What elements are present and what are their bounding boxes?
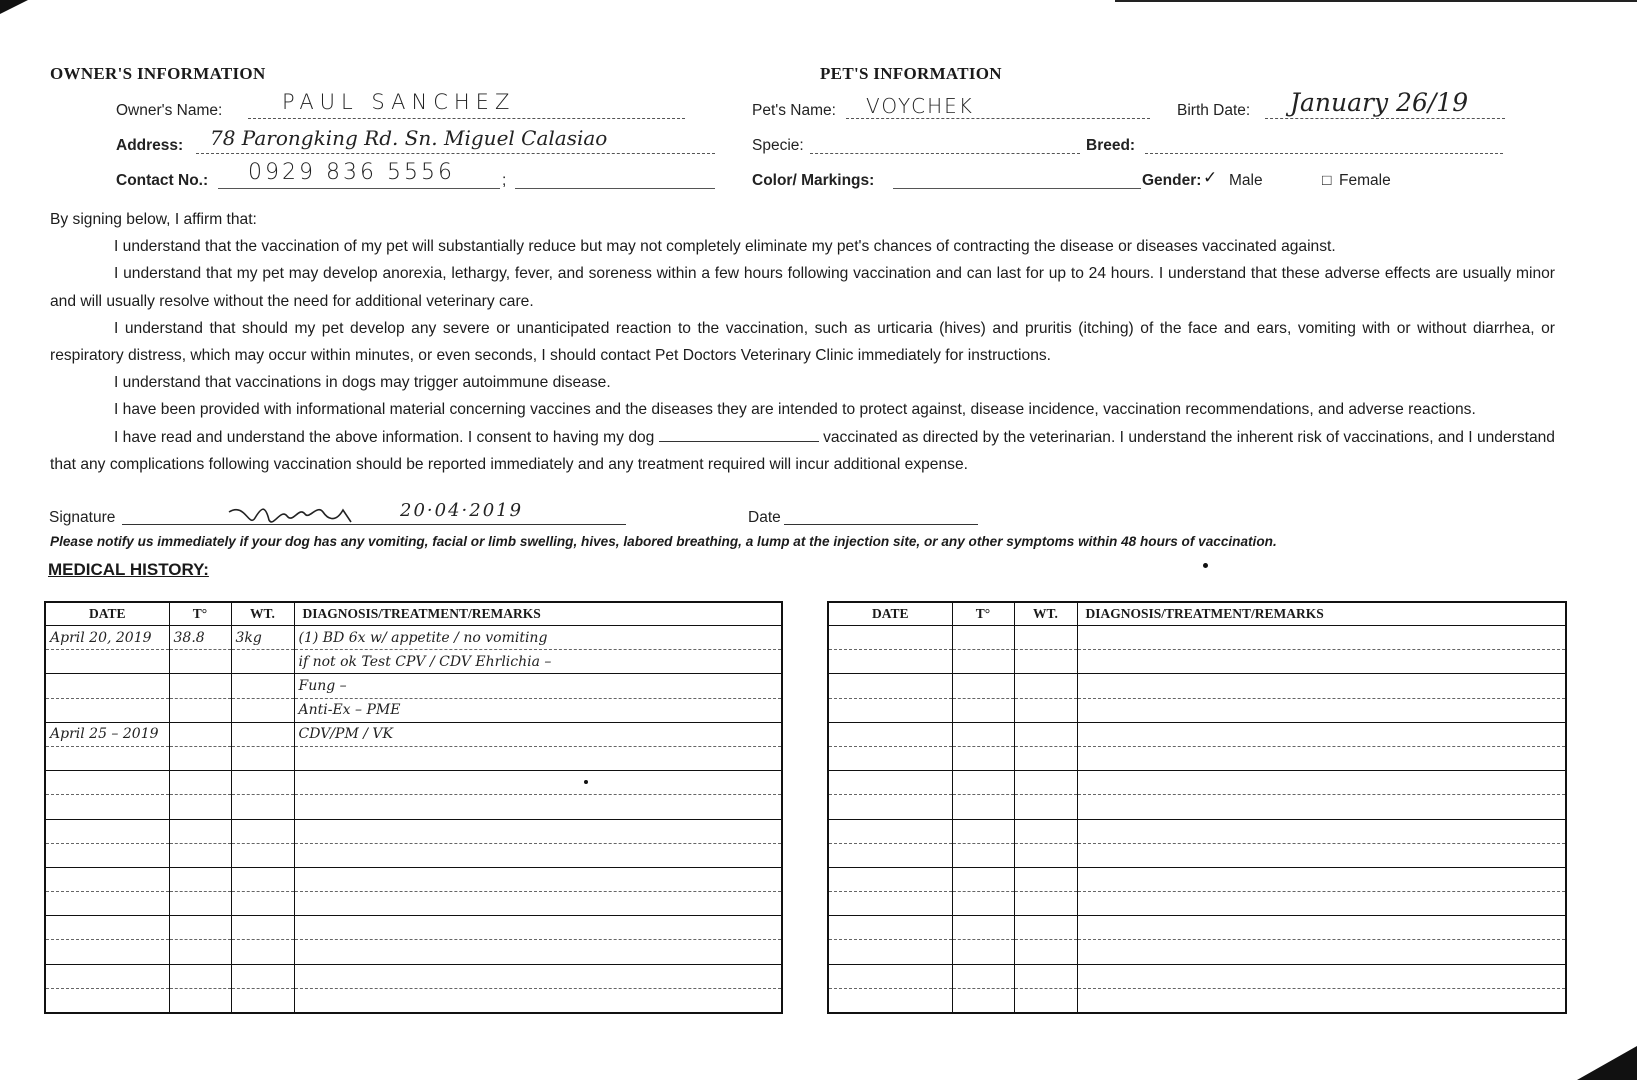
female-checkbox[interactable]: □ — [1322, 172, 1332, 189]
cell-weight[interactable] — [231, 771, 294, 795]
table-row — [828, 795, 1566, 819]
consent-clause-part: I have read and understand the above information. I consent to having my dog — [114, 428, 655, 446]
cell-date[interactable] — [828, 916, 952, 940]
consent-clause: I understand that should my pet develop any severe or unanticipated reaction to the vaccination, such as urticaria (hives) and pruritis (itching) of the face and ears, vomiting with or without diarrhea, or respiratory distress, which may occur within minutes, or even seconds, I should contact Pet Doctors Veterinary Clinic immediately for instructions. — [50, 319, 1555, 365]
col-header-weight: WT. — [1014, 602, 1077, 626]
specie-field[interactable] — [810, 133, 1080, 154]
cell-date[interactable] — [45, 771, 169, 795]
address-label: Address: — [116, 137, 184, 154]
cell-temperature[interactable] — [169, 795, 231, 819]
table-row — [828, 650, 1566, 674]
cell-weight[interactable] — [1014, 843, 1077, 867]
pet-section-title: PET'S INFORMATION — [820, 64, 1002, 83]
cell-weight[interactable] — [1014, 940, 1077, 964]
consent-clause: I understand that the vaccination of my pet will substantially reduce but may not completely eliminate my pet's chances of contracting the disease or diseases vaccinated against. — [114, 238, 1336, 256]
signature-scribble — [225, 498, 365, 532]
cell-date[interactable] — [45, 964, 169, 988]
table-row — [828, 892, 1566, 916]
cell-date[interactable] — [828, 988, 952, 1013]
table-row — [45, 698, 782, 722]
cell-diagnosis[interactable] — [1077, 940, 1566, 964]
cell-date[interactable] — [828, 819, 952, 843]
cell-date[interactable] — [828, 940, 952, 964]
table-header-row — [45, 602, 782, 626]
cell-weight[interactable] — [1014, 916, 1077, 940]
breed-field[interactable] — [1145, 133, 1503, 154]
cell-weight[interactable] — [231, 892, 294, 916]
col-header-weight: WT. — [231, 602, 294, 626]
signature-date-value: 20·04·2019 — [400, 500, 524, 521]
table-row — [828, 988, 1566, 1013]
cell-temperature[interactable] — [169, 771, 231, 795]
male-checkmark[interactable]: ✓ — [1203, 168, 1218, 187]
table-row — [828, 916, 1566, 940]
cell-date[interactable] — [828, 843, 952, 867]
cell-diagnosis[interactable] — [1077, 843, 1566, 867]
cell-weight[interactable] — [1014, 722, 1077, 746]
cell-diagnosis[interactable] — [294, 795, 782, 819]
cell-diagnosis[interactable]: CDV/PM / VK — [294, 722, 782, 746]
signature-line[interactable] — [122, 524, 626, 525]
cell-weight[interactable] — [231, 746, 294, 770]
cell-date[interactable] — [45, 843, 169, 867]
male-option-label: Male — [1229, 172, 1263, 189]
cell-date[interactable] — [45, 940, 169, 964]
signature-label: Signature — [49, 509, 116, 526]
cell-diagnosis[interactable]: if not ok Test CPV / CDV Ehrlichia – — [294, 650, 782, 674]
cell-temperature[interactable] — [952, 892, 1014, 916]
cell-weight[interactable] — [1014, 819, 1077, 843]
col-header-diagnosis: DIAGNOSIS/TREATMENT/REMARKS — [294, 602, 782, 626]
cell-weight[interactable] — [231, 964, 294, 988]
table-row — [45, 819, 782, 843]
breed-label: Breed: — [1086, 137, 1136, 154]
date-line[interactable] — [784, 524, 978, 525]
medical-history-table-right — [827, 601, 1567, 1014]
cell-temperature[interactable] — [952, 746, 1014, 770]
cell-diagnosis[interactable] — [294, 892, 782, 916]
cell-date[interactable] — [828, 795, 952, 819]
cell-weight[interactable] — [231, 698, 294, 722]
cell-date[interactable] — [828, 698, 952, 722]
gender-label: Gender: — [1142, 172, 1202, 189]
cell-weight[interactable] — [231, 650, 294, 674]
cell-diagnosis[interactable]: Fung – — [294, 674, 782, 698]
cell-weight[interactable] — [1014, 698, 1077, 722]
cell-diagnosis[interactable] — [1077, 674, 1566, 698]
cell-date[interactable] — [828, 892, 952, 916]
consent-clause: I understand that my pet may develop anorexia, lethargy, fever, and soreness within a few hours following vaccination and can last for up to 24 hours. I understand that these adverse effects are usually minor and will usually resolve without the need for additional veterinary care. — [50, 265, 1555, 310]
col-header-date: DATE — [45, 602, 169, 626]
cell-temperature[interactable] — [952, 674, 1014, 698]
cell-date[interactable] — [45, 819, 169, 843]
scan-corner-mark — [1577, 1046, 1637, 1080]
cell-temperature[interactable] — [952, 867, 1014, 891]
cell-temperature[interactable] — [169, 867, 231, 891]
cell-weight[interactable] — [1014, 988, 1077, 1013]
consent-clause — [50, 424, 1555, 478]
table-header-row — [828, 602, 1566, 626]
cell-weight[interactable] — [231, 988, 294, 1013]
notice-text: Please notify us immediately if your dog has any vomiting, facial or limb swelling, hives, labored breathing, a lump at the injection site, or any other symptoms within 48 hours of vaccination. — [50, 534, 1277, 549]
table-row — [828, 746, 1566, 770]
cell-weight[interactable] — [231, 843, 294, 867]
col-header-diagnosis: DIAGNOSIS/TREATMENT/REMARKS — [1077, 602, 1566, 626]
cell-temperature[interactable] — [169, 722, 231, 746]
cell-weight[interactable] — [231, 795, 294, 819]
cell-temperature[interactable] — [169, 674, 231, 698]
table-row — [45, 650, 782, 674]
color-markings-label: Color/ Markings: — [752, 172, 875, 189]
cell-weight[interactable] — [1014, 892, 1077, 916]
cell-weight[interactable] — [231, 722, 294, 746]
cell-diagnosis[interactable] — [294, 746, 782, 770]
cell-weight[interactable] — [1014, 650, 1077, 674]
col-header-temperature: T° — [952, 602, 1014, 626]
cell-date[interactable] — [45, 698, 169, 722]
cell-temperature[interactable]: 38.8 — [169, 626, 231, 650]
cell-diagnosis[interactable] — [294, 916, 782, 940]
cell-date[interactable] — [828, 771, 952, 795]
contact-field-2[interactable] — [515, 168, 715, 189]
col-header-temperature: T° — [169, 602, 231, 626]
cell-temperature[interactable] — [169, 746, 231, 770]
cell-temperature[interactable] — [169, 698, 231, 722]
table-row — [45, 795, 782, 819]
cell-date[interactable] — [45, 867, 169, 891]
contact-value: 0929 836 5556 — [248, 160, 455, 185]
cell-date[interactable] — [45, 988, 169, 1013]
specie-label: Specie: — [752, 137, 804, 154]
cell-diagnosis[interactable] — [1077, 819, 1566, 843]
cell-diagnosis[interactable] — [1077, 988, 1566, 1013]
cell-temperature[interactable] — [952, 916, 1014, 940]
cell-temperature[interactable] — [952, 795, 1014, 819]
table-row — [828, 843, 1566, 867]
birth-date-label: Birth Date: — [1177, 102, 1251, 119]
table-row — [45, 722, 782, 746]
cell-temperature[interactable] — [952, 722, 1014, 746]
cell-weight[interactable]: 3kg — [231, 626, 294, 650]
cell-date[interactable] — [828, 626, 952, 650]
cell-date[interactable] — [828, 722, 952, 746]
cell-date[interactable] — [45, 892, 169, 916]
cell-diagnosis[interactable] — [1077, 746, 1566, 770]
pet-name-value: VOYCHEK — [866, 94, 974, 118]
table-row — [828, 698, 1566, 722]
scan-dot — [1203, 563, 1208, 568]
table-row — [45, 746, 782, 770]
owner-name-value: PAUL SANCHEZ — [282, 90, 516, 114]
cell-diagnosis[interactable] — [1077, 892, 1566, 916]
consent-intro: By signing below, I affirm that: — [50, 211, 257, 228]
medical-history-title: MEDICAL HISTORY: — [48, 560, 209, 579]
table-row — [828, 674, 1566, 698]
cell-weight[interactable] — [1014, 795, 1077, 819]
cell-temperature[interactable] — [952, 964, 1014, 988]
cell-date[interactable] — [45, 916, 169, 940]
cell-diagnosis[interactable] — [1077, 698, 1566, 722]
cell-temperature[interactable] — [169, 964, 231, 988]
cell-date[interactable] — [828, 746, 952, 770]
cell-date[interactable] — [45, 674, 169, 698]
cell-date[interactable] — [828, 674, 952, 698]
table-row — [45, 916, 782, 940]
table-row — [828, 867, 1566, 891]
consent-clause-part: vaccinated as directed by the veterinarian. I understand the inherent risk of vaccinations, and I understand that any complications following vaccination should be reported immediately and any treatment required will incur additional expense. — [50, 428, 1555, 473]
table-row — [828, 819, 1566, 843]
cell-temperature[interactable] — [952, 698, 1014, 722]
scan-corner-mark — [0, 0, 28, 14]
cell-weight[interactable] — [1014, 626, 1077, 650]
cell-diagnosis[interactable] — [1077, 964, 1566, 988]
cell-weight[interactable] — [1014, 674, 1077, 698]
cell-temperature[interactable] — [952, 988, 1014, 1013]
cell-date[interactable] — [828, 964, 952, 988]
cell-diagnosis[interactable]: Anti-Ex – PME — [294, 698, 782, 722]
cell-temperature[interactable] — [952, 650, 1014, 674]
consent-text — [50, 206, 1555, 478]
female-option-label: Female — [1339, 172, 1391, 189]
cell-weight[interactable] — [1014, 746, 1077, 770]
cell-temperature[interactable] — [169, 988, 231, 1013]
cell-weight[interactable] — [231, 819, 294, 843]
table-row — [45, 964, 782, 988]
cell-diagnosis[interactable] — [294, 867, 782, 891]
cell-diagnosis[interactable] — [1077, 650, 1566, 674]
table-row — [828, 940, 1566, 964]
cell-date[interactable] — [828, 650, 952, 674]
table-row — [45, 843, 782, 867]
cell-weight[interactable] — [231, 916, 294, 940]
cell-diagnosis[interactable] — [1077, 722, 1566, 746]
cell-diagnosis[interactable] — [1077, 626, 1566, 650]
cell-diagnosis[interactable] — [294, 819, 782, 843]
cell-temperature[interactable] — [169, 819, 231, 843]
consent-clause: I have been provided with informational material concerning vaccines and the diseases they are intended to protect against, disease incidence, vaccination recommendations, and adverse reactions. — [114, 401, 1476, 419]
contact-separator: ; — [502, 172, 507, 189]
cell-diagnosis[interactable] — [1077, 916, 1566, 940]
cell-diagnosis[interactable] — [294, 940, 782, 964]
table-row — [828, 771, 1566, 795]
table-row — [45, 892, 782, 916]
birth-date-value: January 26/19 — [1290, 88, 1469, 117]
cell-weight[interactable] — [1014, 867, 1077, 891]
cell-weight[interactable] — [1014, 964, 1077, 988]
cell-temperature[interactable] — [952, 771, 1014, 795]
cell-temperature[interactable] — [952, 819, 1014, 843]
cell-diagnosis[interactable] — [1077, 795, 1566, 819]
scan-edge-line — [1115, 0, 1637, 2]
cell-temperature[interactable] — [169, 892, 231, 916]
owner-name-label: Owner's Name: — [116, 102, 223, 119]
cell-date[interactable]: April 20, 2019 — [45, 626, 169, 650]
cell-weight[interactable] — [231, 674, 294, 698]
date-label: Date — [748, 509, 781, 526]
cell-diagnosis[interactable] — [294, 964, 782, 988]
table-row — [45, 771, 782, 795]
table-row — [45, 867, 782, 891]
pet-name-label: Pet's Name: — [752, 102, 836, 119]
consent-clause: I understand that vaccinations in dogs may trigger autoimmune disease. — [114, 374, 611, 392]
cell-temperature[interactable] — [169, 940, 231, 964]
contact-label: Contact No.: — [116, 172, 209, 189]
cell-weight[interactable] — [1014, 771, 1077, 795]
cell-temperature[interactable] — [952, 843, 1014, 867]
cell-temperature[interactable] — [169, 843, 231, 867]
owner-section-title: OWNER'S INFORMATION — [50, 64, 266, 83]
address-value: 78 Parongking Rd. Sn. Miguel Calasiao — [210, 126, 608, 150]
cell-diagnosis[interactable]: (1) BD 6x w/ appetite / no vomiting — [294, 626, 782, 650]
table-row — [828, 722, 1566, 746]
cell-date[interactable] — [45, 746, 169, 770]
cell-diagnosis[interactable] — [1077, 867, 1566, 891]
table-row — [45, 674, 782, 698]
color-markings-field[interactable] — [893, 168, 1141, 189]
table-row — [45, 940, 782, 964]
cell-date[interactable] — [45, 650, 169, 674]
cell-diagnosis[interactable] — [294, 843, 782, 867]
table-row — [45, 988, 782, 1013]
cell-weight[interactable] — [231, 940, 294, 964]
table-row — [45, 626, 782, 650]
cell-date[interactable] — [45, 795, 169, 819]
table-row — [828, 964, 1566, 988]
cell-diagnosis[interactable] — [294, 771, 782, 795]
cell-diagnosis[interactable] — [294, 988, 782, 1013]
cell-temperature[interactable] — [952, 940, 1014, 964]
cell-date[interactable]: April 25 – 2019 — [45, 722, 169, 746]
cell-weight[interactable] — [231, 867, 294, 891]
dog-name-blank[interactable] — [659, 427, 819, 442]
cell-diagnosis[interactable] — [1077, 771, 1566, 795]
cell-temperature[interactable] — [952, 626, 1014, 650]
medical-history-table-left — [44, 601, 783, 1014]
table-row — [828, 626, 1566, 650]
cell-date[interactable] — [828, 867, 952, 891]
cell-temperature[interactable] — [169, 650, 231, 674]
col-header-date: DATE — [828, 602, 952, 626]
cell-temperature[interactable] — [169, 916, 231, 940]
